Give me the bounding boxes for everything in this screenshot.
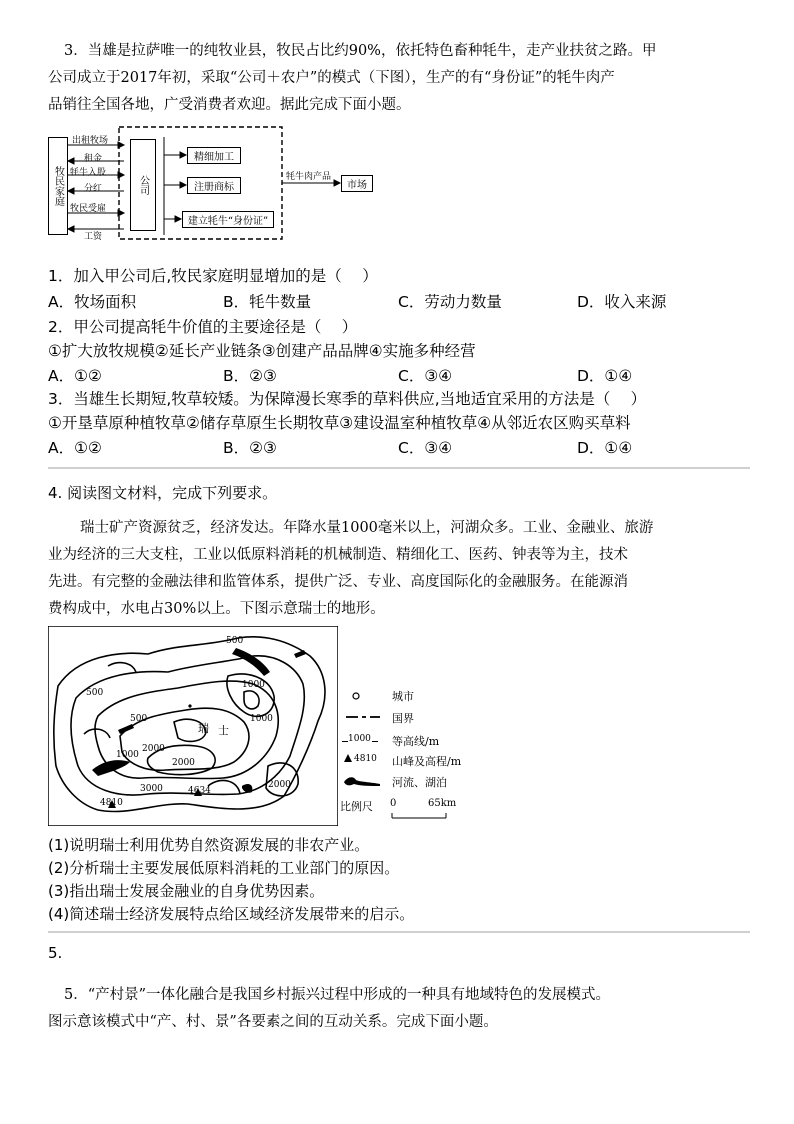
flow-label-wage: 工资 [84,232,103,242]
flow-label-rent: 租金 [84,154,103,164]
contour-label-2000b: 2000 [268,780,291,790]
step-fine-processing [187,147,241,164]
peak-symbol [344,754,352,762]
legend-scale-label: 比例尺 [340,800,373,813]
terrain-map-drawing [48,626,338,826]
step-fine-processing-label: 精细加工 [194,152,234,163]
country-name-shi: 士 [218,724,229,737]
flow-label-dividend: 分红 [84,184,103,194]
peak-label-4634: 4634 [188,786,211,796]
q3-sub1-option-a[interactable]: A．牧场面积 [48,293,137,311]
contour-label-1000b: 1000 [250,714,273,724]
market-box [341,175,373,192]
step-trademark [187,177,241,194]
q3-sub1-option-d[interactable]: D．收入来源 [577,293,667,311]
section-divider-1 [48,467,750,469]
q4-passage-line3: 先进。有完整的金融法律和监管体系，提供广泛、专业、高度国际化的金融服务。在能源消 [48,574,628,590]
step-yak-id-label: 建立牦牛“身份证” [187,216,269,227]
step-yak-id [182,211,274,228]
q3-sub1-stem: 1．加入甲公司后,牧民家庭明显增加的是（ ） [48,267,378,285]
legend-peak-label: 山峰及高程/m [392,755,462,768]
q3-sub2-stem: 2．甲公司提高牦牛价值的主要途径是（ ） [48,318,358,336]
flow-label-rent-pasture: 出租牧场 [72,136,109,146]
contour-label-500a: 500 [226,636,244,646]
legend-city-label: 城市 [392,690,414,703]
q4-passage-line2: 业为经济的三大支柱，工业以低原料消耗的机械制造、精细化工、医药、钟表等为主，技术 [48,547,628,563]
q3-sub2-items: ①扩大放牧规模②延长产业链条③创建产品品牌④实施多种经营 [48,342,476,360]
q4-passage-line4: 费构成中，水电占30%以上。下图示意瑞士的地形。 [48,601,385,617]
q3-sub3-option-d[interactable]: D．①④ [577,439,633,457]
q3-sub2-option-a[interactable]: A．①② [48,367,102,385]
company-farmer-flow-diagram [48,125,388,243]
water-symbol [344,777,380,786]
q4-question-4: (4)简述瑞士经济发展特点给区域经济发展带来的启示。 [48,905,415,923]
legend-scale-km: 65km [428,798,457,809]
q3-intro-line3: 品销往全国各地，广受消费者欢迎。据此完成下面小题。 [48,97,411,113]
legend-contour-sample: 1000 [348,734,371,744]
legend-border-label: 国界 [392,712,414,725]
q4-title: 4. 阅读图文材料，完成下列要求。 [48,484,278,502]
contour-label-500c: 500 [130,714,148,724]
q3-sub2-option-d[interactable]: D．①④ [577,367,633,385]
contour-label-2000a: 2000 [142,744,165,754]
contour-label-2000c: 2000 [172,758,195,768]
company-box [130,139,156,231]
q3-sub2-option-b[interactable]: B．②③ [223,367,277,385]
q4-passage-line1: 瑞士矿产资源贫乏，经济发达。年降水量1000毫米以上，河湖众多。工业、金融业、旅游 [80,520,654,536]
step-trademark-label: 注册商标 [194,182,234,193]
contour-label-3000: 3000 [140,784,163,794]
q3-sub2-option-c[interactable]: C．③④ [398,367,453,385]
legend-water-label: 河流、湖泊 [392,776,447,789]
q5-passage-line1: 5．“产村景”一体化融合是我国乡村振兴过程中形成的一种具有地域特色的发展模式。 [64,987,611,1003]
q5-passage [48,982,748,1036]
q3-sub3-option-c[interactable]: C．③④ [398,439,453,457]
q5-number: 5. [48,944,63,962]
legend-contour-label: 等高线/m [392,735,440,748]
q3-sub3-option-a[interactable]: A．①② [48,439,102,457]
contour-label-1000a: 1000 [242,680,265,690]
legend-contour-line-right [372,741,378,742]
q4-question-2: (2)分析瑞士主要发展低原料消耗的工业部门的原因。 [48,859,400,877]
contour-label-500b: 500 [86,688,104,698]
q3-sub3-option-b[interactable]: B．②③ [223,439,277,457]
company-label: 公司 [137,175,149,195]
contour-label-1000c: 1000 [116,750,139,760]
country-name-rui: 瑞 [198,722,209,735]
switzerland-terrain-map [48,626,338,826]
q3-sub3-stem: 3．当雄生长期短,牧草较矮。为保障漫长寒季的草料供应,当地适宜采用的方法是（ ） [48,390,647,408]
q4-question-3: (3)指出瑞士发展金融业的自身优势因素。 [48,882,325,900]
legend-contour-line [342,741,348,742]
scale-bar [390,812,460,820]
flow-label-yak-share: 牦牛入股 [70,168,107,178]
q4-question-1: (1)说明瑞士利用优势自然资源发展的非农产业。 [48,836,370,854]
market-label: 市场 [347,180,367,191]
q3-sub1-option-b[interactable]: B．牦牛数量 [223,293,312,311]
q3-intro [48,38,748,119]
farmer-family-label: 牧民家庭 [52,166,64,206]
q3-intro-line1: 3．当雄是拉萨唯一的纯牧业县，牧民占比约90%，依托特色畜种牦牛，走产业扶贫之路。甲 [64,43,657,59]
flow-label-employed: 牧民受雇 [70,204,107,214]
q3-sub3-items: ①开垦草原种植牧草②储存草原生长期牧草③建设温室种植牧草④从邻近农区购买草料 [48,414,631,432]
city-symbol [353,693,359,699]
q3-intro-line2: 公司成立于2017年初，采取“公司＋农户”的模式（下图），生产的有“身份证”的牦牛肉产 [48,70,615,86]
flow-label-product: 牦牛肉产品 [286,172,332,182]
legend-peak-sample: 4810 [354,754,377,764]
legend-scale-zero: 0 [390,798,397,809]
peak-label-4810: 4810 [100,798,123,808]
farmer-family-box [48,137,68,235]
map-legend [340,686,500,826]
q5-passage-line2: 图示意该模式中“产、村、景”各要素之间的互动关系。完成下面小题。 [48,1014,498,1030]
q3-sub1-option-c[interactable]: C．劳动力数量 [398,293,502,311]
q4-passage [48,515,748,623]
section-divider-2 [48,931,750,933]
